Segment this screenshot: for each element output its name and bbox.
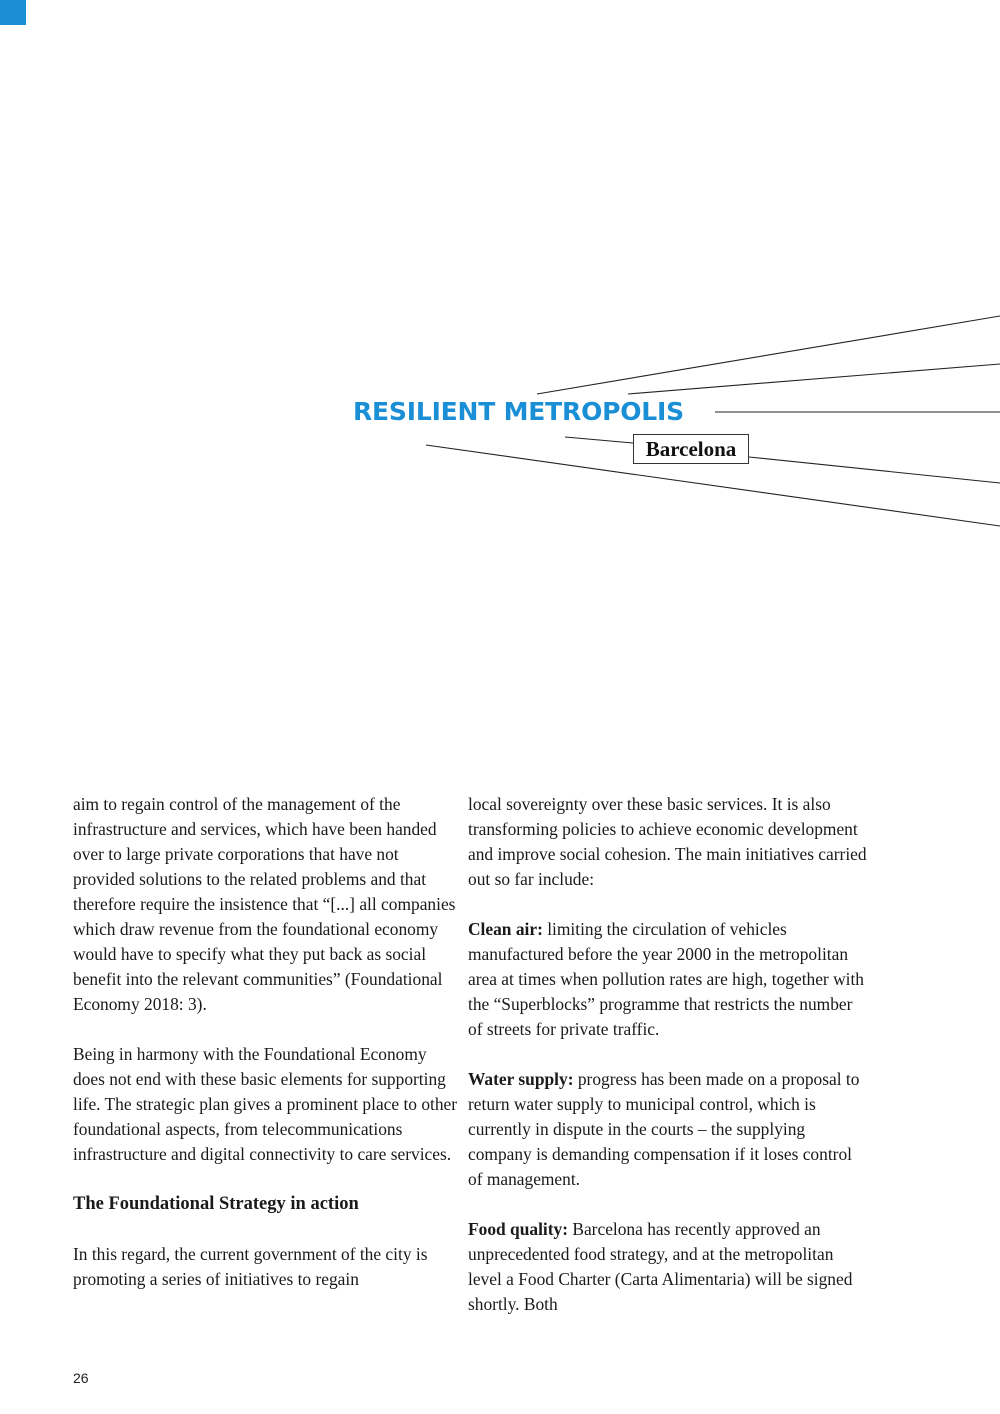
subheading: The Foundational Strategy in action <box>73 1194 359 1214</box>
initiative-food-quality <box>468 1217 868 1317</box>
body-paragraph: In this regard, the current government of the city is promoting a series of initiatives to regain <box>73 1244 428 1289</box>
radiating-line-4 <box>565 437 633 443</box>
initiative-label: Water supply: <box>468 1069 574 1089</box>
body-paragraph: local sovereignty over these basic services. It is also transforming policies to achieve economic development and improve social cohesion. The main initiatives carried out so far include: <box>468 794 867 889</box>
body-paragraph: Being in harmony with the Foundational Economy does not end with these basic elements for supporting life. The strategic plan gives a prominent place to other foundational aspects, from telecommunications infrastructure and digital connectivity to care services. <box>73 1044 458 1164</box>
initiative-label: Clean air: <box>468 919 543 939</box>
radiating-line-5 <box>749 457 1000 483</box>
initiative-text: Barcelona has recently approved an unprecedented food strategy, and at the metropolitan level a Food Charter (Carta Alimentaria) will be signed shortly. Both <box>468 1219 853 1314</box>
initiative-text: limiting the circulation of vehicles manufactured before the year 2000 in the metropolitan area at times when pollution rates are high, together with the “Superblocks” programme that restricts the number of streets for private traffic. <box>468 919 864 1039</box>
left-text-column <box>73 792 458 1317</box>
initiative-label: Food quality: <box>468 1219 569 1239</box>
section-title: RESILIENT METROPOLIS <box>353 397 684 426</box>
initiative-clean-air <box>468 917 868 1042</box>
body-paragraph: aim to regain control of the management of the infrastructure and services, which have been handed over to large private corporations that have not provided solutions to the related problems and that therefore require the insistence that “[...] all companies which draw revenue from the foundational economy would have to specify what they put back as social benefit into the relevant communities” (Foundational Economy 2018: 3). <box>73 794 456 1014</box>
city-label-box: Barcelona <box>633 434 749 464</box>
initiative-water-supply <box>468 1067 868 1192</box>
page-number: 26 <box>73 1370 89 1386</box>
initiative-text: progress has been made on a proposal to return water supply to municipal control, which is currently in dispute in the courts – the supplying company is demanding compensation if it loses control of management. <box>468 1069 860 1189</box>
right-text-column <box>468 792 868 1342</box>
radiating-line-2 <box>628 364 1000 394</box>
